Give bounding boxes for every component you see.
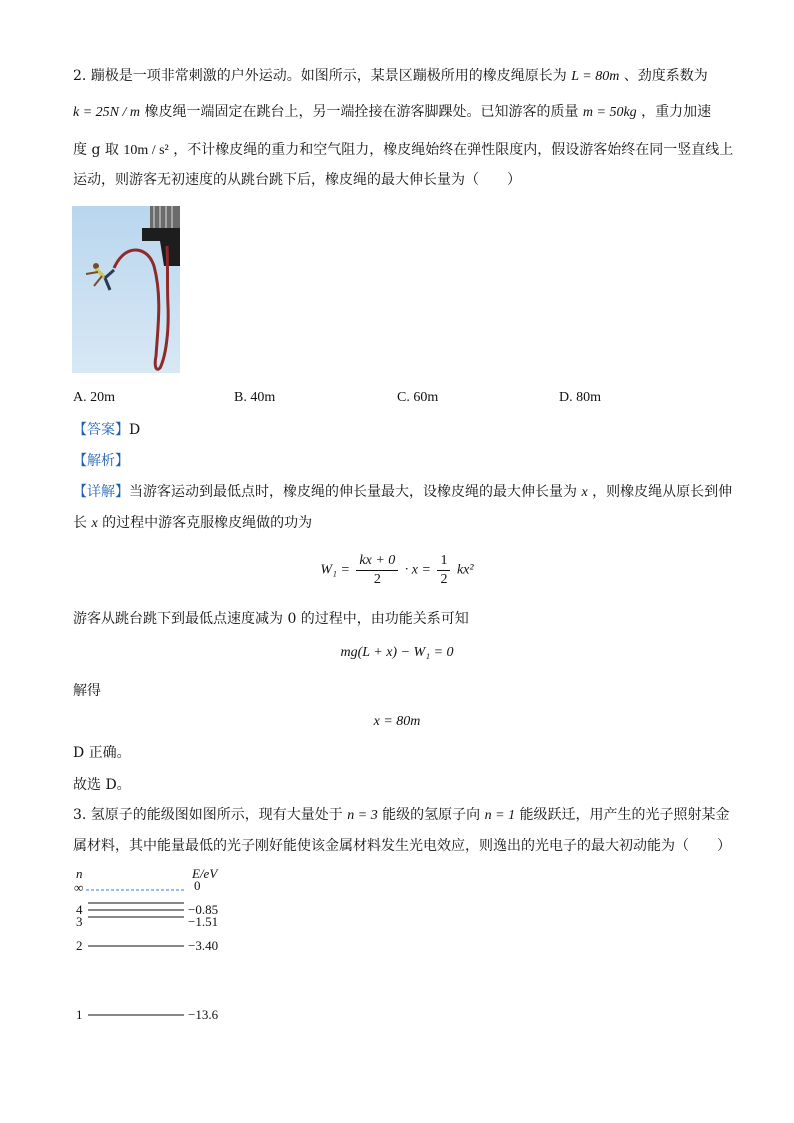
analysis-label: 【解析】 — [73, 453, 129, 469]
svg-text:1: 1 — [76, 1007, 83, 1022]
svg-text:−1.51: −1.51 — [188, 914, 219, 929]
e-header: E/eV — [192, 866, 218, 881]
level-infinity — [74, 878, 201, 895]
fraction-1: $\frac{kx + 0}{2}$ — [356, 552, 398, 589]
m-expression: m = 50kg — [582, 105, 637, 120]
option-c: C. 60m — [397, 390, 439, 405]
level-1 — [76, 1007, 219, 1022]
k-expression: k = 25N / m — [73, 105, 140, 120]
n3-expression: n = 3 — [347, 808, 378, 823]
choose-line: 故选 D。 — [73, 777, 131, 793]
svg-text:∞: ∞ — [74, 880, 84, 895]
q2-line-2: k = 25N / m 橡皮绳一端固定在跳台上，另一端拴接在游客脚踝处。已知游客的质量 m = 50kg ，重力加速 — [73, 104, 712, 120]
L-expression: L = 80m — [571, 69, 620, 84]
q3-line-2: 属材料，其中能量最低的光子刚好能使该金属材料发生光电效应，则逸出的光电子的最大初动能为（ ） — [73, 838, 731, 854]
level-2 — [76, 938, 218, 953]
equation-work: W₁ = $\frac{kx + 0}{2}$ · x = $\frac{1}{2}$ kx² — [320, 553, 474, 587]
svg-text:−3.40: −3.40 — [188, 938, 219, 953]
detail-label: 【详解】 — [73, 484, 129, 500]
g-expression: 10m / s² — [123, 143, 169, 158]
svg-text:3: 3 — [76, 914, 83, 929]
equation-result: x = 80m — [373, 714, 421, 729]
n1-expression: n = 1 — [484, 808, 516, 823]
svg-text:−13.6: −13.6 — [188, 1007, 219, 1022]
detail-line-1: 【详解】当游客运动到最低点时，橡皮绳的伸长量最大，设橡皮绳的最大伸长量为 x ，则橡皮绳从原长到伸 — [73, 484, 733, 500]
energy-line: 游客从跳台跳下到最低点速度减为 0 的过程中，由功能关系可知 — [73, 611, 469, 627]
answer-value: D — [129, 422, 141, 438]
svg-text:2: 2 — [76, 938, 83, 953]
solve-label: 解得 — [73, 683, 101, 699]
energy-level-diagram — [70, 866, 240, 1026]
option-a: A. 20m — [73, 390, 115, 405]
detail-line-2: 长 x 的过程中游客克服橡皮绳做的功为 — [73, 515, 313, 531]
level-3 — [76, 914, 218, 929]
answer-line — [73, 420, 140, 440]
q3-line-1: 3. 氢原子的能级图如图所示，现有大量处于 n = 3 能级的氢原子向 n = 1 能级跃迁，用产生的光子照射某金 — [73, 807, 730, 823]
q2-line-3: 度 g 取 10m / s² ，不计橡皮绳的重力和空气阻力，橡皮绳始终在弹性限度内，假设游客始终在同一竖直线上 — [73, 142, 734, 158]
fraction-2: $\frac{1}{2}$ — [437, 552, 450, 589]
equation-energy: mg(L + x) − W₁ = 0 — [340, 645, 454, 660]
bungee-photo — [72, 206, 180, 373]
option-d: D. 80m — [559, 390, 601, 405]
correct-line: D 正确。 — [73, 745, 131, 761]
q2-line-1: 2. 蹦极是一项非常刺激的户外运动。如图所示，某景区蹦极所用的橡皮绳原长为 L = 80m 、劲度系数为 — [73, 68, 708, 84]
svg-text:−0.85: −0.85 — [188, 902, 219, 917]
option-b: B. 40m — [234, 390, 276, 405]
svg-text:4: 4 — [76, 902, 83, 917]
answer-label: 【答案】 — [73, 422, 129, 438]
q2-line-4: 运动，则游客无初速度的从跳台跳下后，橡皮绳的最大伸长量为（ ） — [73, 172, 521, 188]
svg-text:0: 0 — [194, 878, 201, 893]
n-header: n — [76, 866, 83, 881]
